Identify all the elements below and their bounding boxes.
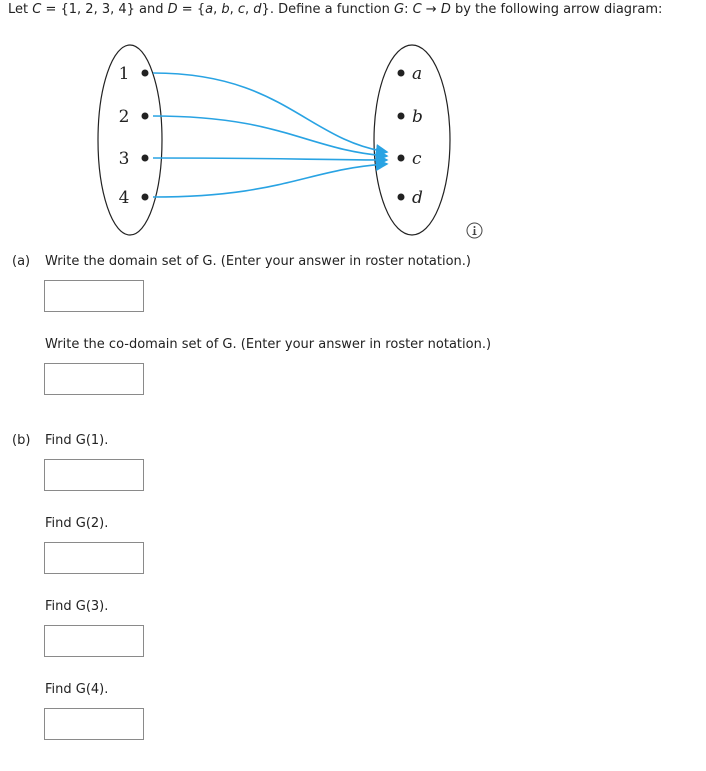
domain-dot-2 (142, 113, 149, 120)
codomain-element-b: b (412, 107, 423, 127)
domain-dot-3 (142, 155, 149, 162)
arrow-2-to-c (153, 116, 387, 156)
arrow-1-to-c (153, 73, 387, 152)
domain-element-4: 4 (118, 188, 130, 208)
arrow-4-to-c (153, 164, 387, 197)
arrow-3-to-c (153, 158, 387, 160)
codomain-element-c: c (412, 149, 422, 169)
g2-question: Find G(2). (45, 516, 109, 531)
codomain-dot-d (398, 194, 405, 201)
problem-statement: Let C = {1, 2, 3, 4} and D = {a, b, c, d}. Define a function G: C → D by the following arrow diagram: (8, 2, 663, 17)
arrow-diagram (0, 0, 706, 250)
g1-question: Find G(1). (45, 433, 109, 448)
domain-element-2: 2 (118, 107, 130, 127)
part-a-label: (a) (12, 254, 31, 269)
domain-dot-1 (142, 70, 149, 77)
codomain-dot-b (398, 113, 405, 120)
g3-answer-input[interactable] (44, 625, 144, 657)
codomain-question: Write the co-domain set of G. (Enter your answer in roster notation.) (45, 337, 492, 352)
codomain-answer-input[interactable] (44, 363, 144, 395)
domain-element-3: 3 (118, 149, 130, 169)
domain-element-1: 1 (118, 64, 130, 84)
domain-question: Write the domain set of G. (Enter your answer in roster notation.) (45, 254, 471, 269)
g2-answer-input[interactable] (44, 542, 144, 574)
domain-answer-input[interactable] (44, 280, 144, 312)
info-icon[interactable] (466, 222, 483, 239)
codomain-dot-c (398, 155, 405, 162)
g3-question: Find G(3). (45, 599, 109, 614)
domain-dot-4 (142, 194, 149, 201)
g4-question: Find G(4). (45, 682, 109, 697)
codomain-element-a: a (412, 64, 423, 84)
codomain-dot-a (398, 70, 405, 77)
domain-set-ellipse (98, 45, 162, 235)
g1-answer-input[interactable] (44, 459, 144, 491)
codomain-element-d: d (412, 188, 423, 208)
part-b-label: (b) (12, 433, 31, 448)
g4-answer-input[interactable] (44, 708, 144, 740)
